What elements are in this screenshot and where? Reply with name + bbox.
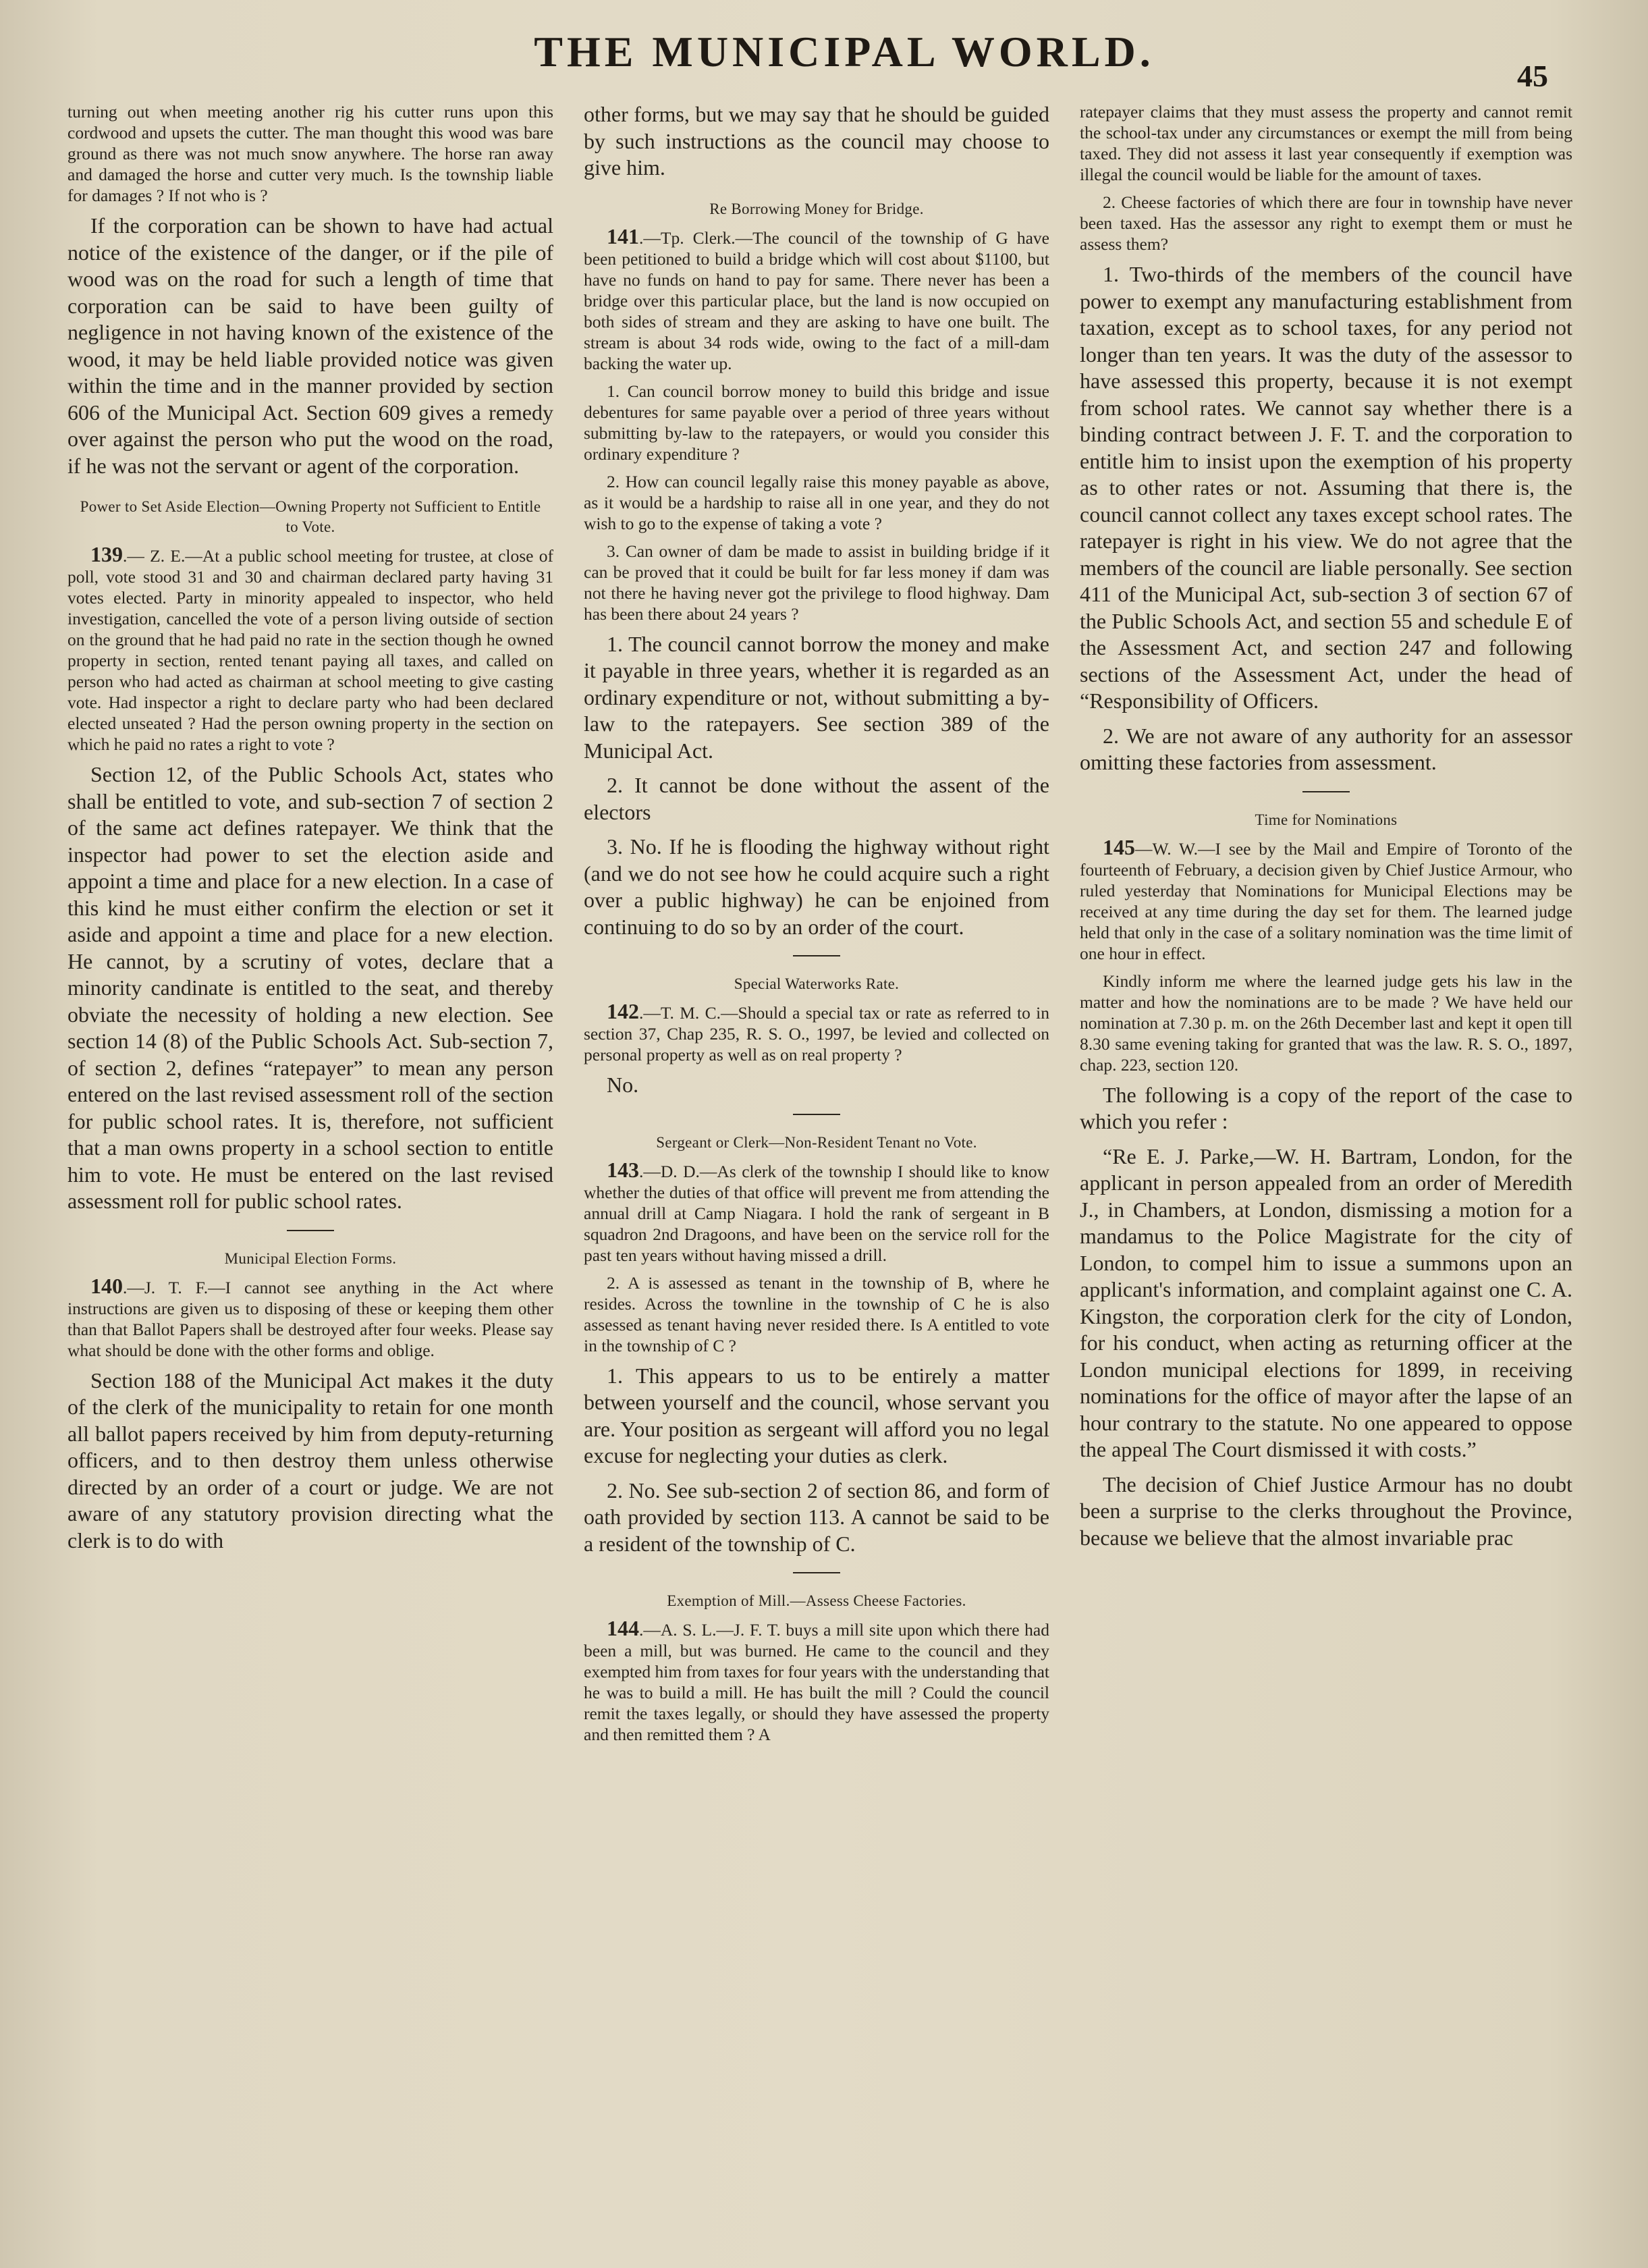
question-text: .—D. D.—As clerk of the township I should like to know whether the duties of that office will prevent me from attending the annual drill at Camp Niagara. I hold the rank of sergeant in B squadron 2nd Dragoons, and have been on the service roll for the past ten years without having missed a drill. bbox=[584, 1161, 1049, 1265]
question-number: 143 bbox=[607, 1157, 639, 1182]
answer-138: If the corporation can be shown to have had actual notice of the existence of the danger, or if the pile of wood was on the road for such a length of time that corporation can be said to have been guilty of negligence in not having known of the existence of the wood, it may be held liable provided notice was given within the time and in the manner provided by section 606 of the Municipal Act. Section 609 gives a remedy over against the person who put the wood on the road, if he was not the servant or agent of the corporation. bbox=[67, 213, 553, 478]
answer-140: Section 188 of the Municipal Act makes it the duty of the clerk of the municipality to retain for one month all ballot papers received by him from deputy-returning officers, and to then destroy them unless otherwise directed by an order of a court or judge. We are not aware of any statutory provision directing what the clerk is to do with bbox=[67, 1368, 553, 1552]
question-145-part-2: Kindly inform me where the learned judge gets his law in the matter and how the nominations are to be made ? We have held our nomination at 7.30 p. m. on the 26th December last and kept it open till 8.30 same evening taking for granted that was the law. R. S. O., 1897, chap. 223, section 120. bbox=[1080, 971, 1572, 1075]
question-text: .—T. M. C.—Should a special tax or rate as referred to in section 37, Chap 235, R. S. O., 1997, be levied and collected on personal property as well as on real property ? bbox=[584, 1003, 1049, 1064]
heading-140: Municipal Election Forms. bbox=[224, 1249, 397, 1267]
question-number: 145 bbox=[1103, 834, 1135, 859]
section-divider bbox=[287, 1230, 334, 1231]
question-144-part-2: 2. Cheese factories of which there are four in township have never been taxed. Has the assessor any right to exempt them or must he assess them? bbox=[1080, 192, 1572, 254]
answer-143-part-1: 1. This appears to us to be entirely a matter between yourself and the council, whose servant you are. Your position as sergeant will afford you no legal excuse for neglecting your duties as clerk. bbox=[584, 1363, 1049, 1467]
answer-143-part-2: 2. No. See sub-section 2 of section 86, and form of oath provided by section 113. A cannot be said to be a resident of the township of C. bbox=[584, 1478, 1049, 1556]
question-number: 141 bbox=[607, 223, 639, 248]
question-139 bbox=[67, 544, 553, 755]
page-number: 45 bbox=[1517, 59, 1548, 93]
masthead bbox=[0, 27, 1648, 93]
question-141-part-2: 2. How can council legally raise this money payable as above, as it would be a hardship to raise all in one year, and they do not wish to go to the expense of taking a vote ? bbox=[584, 471, 1049, 533]
heading-141: Re Borrowing Money for Bridge. bbox=[709, 200, 924, 217]
question-145 bbox=[1080, 834, 1572, 964]
question-141 bbox=[584, 223, 1049, 374]
question-140 bbox=[67, 1273, 553, 1361]
heading-139: Power to Set Aside Election—Owning Property not Sufficient to Entitle to Vote. bbox=[80, 498, 541, 535]
question-text: .—Tp. Clerk.—The council of the township of G have been petitioned to build a bridge which will cost about $1100, but have no funds on hand to pay for same. There never has been a bridge over this particular place, but the land is now occupied on both sides of stream and they are asking to have one built. The stream is about 34 rods wide, owing to the fact of a mill-dam backing the water up. bbox=[584, 227, 1049, 373]
column-2 bbox=[584, 101, 1049, 2234]
question-138-continued: turning out when meeting another rig his cutter runs upon this cordwood and upsets the cutter. The man thought this wood was bare ground as there was not much snow anywhere. The horse ran away and damaged the horse and cutter very much. Is the township liable for damages ? If not who is ? bbox=[67, 102, 553, 205]
answer-140-continued: other forms, but we may say that he should be guided by such instructions as the council may choose to give him. bbox=[584, 102, 1049, 180]
column-1 bbox=[67, 101, 553, 2234]
question-number: 140 bbox=[90, 1273, 123, 1298]
question-144 bbox=[584, 1618, 1049, 1745]
question-text: .—J. T. F.—I cannot see anything in the Act where instructions are given us to disposing of these or keeping them other than that Ballot Papers shall be destroyed after four weeks. Please say what should be done with the other forms and oblige. bbox=[67, 1277, 553, 1360]
answer-145-commentary: The decision of Chief Justice Armour has no doubt been a surprise to the clerks throughout the Province, because we believe that the almost invariable prac bbox=[1080, 1472, 1572, 1550]
heading-143: Sergeant or Clerk—Non-Resident Tenant no Vote. bbox=[656, 1133, 977, 1151]
answer-142: No. bbox=[607, 1073, 639, 1097]
question-142 bbox=[584, 1001, 1049, 1065]
question-text: .— Z. E.—At a public school meeting for trustee, at close of poll, vote stood 31 and 30 and chairman declared party having 31 votes elected. Party in minority appealed to inspector, who held investigation, cancelled the vote of a person living outside of section on the ground that he had paid no rate in the section though he owned property in section, rented tenant paying all taxes, and called on person who had acted as chairman at school meeting to give casting vote. Had inspector a right to declare party who had been declared elected unseated ? Had the person owning property in the section on which he paid no rates a right to vote ? bbox=[67, 546, 553, 754]
question-number: 144 bbox=[607, 1616, 639, 1640]
answer-144-part-2: 2. We are not aware of any authority for an assessor omitting these factories from assessment. bbox=[1080, 723, 1572, 774]
section-divider bbox=[793, 1114, 840, 1115]
column-3 bbox=[1080, 101, 1572, 2234]
answer-144-part-1: 1. Two-thirds of the members of the council have power to exempt any manufacturing establishment from taxation, except as to school taxes, for any period not longer than ten years. It was the duty of the assessor to have assessed this property, because it is not exempt from school rates. We cannot say whether there is a binding contract between J. F. T. and the corporation to entitle him to insist upon the exemption of his property as to other rates or not. Assuming that there is, the council cannot collect any taxes except school rates. The ratepayer is right in his view. We do not agree that the members of the council are liable personally. See section 411 of the Municipal Act, sub-section 3 of section 67 of the Public Schools Act, and section 55 and schedule E of the Assessment Act, and section 247 and following sections of the Assessment Act, under the head of “Responsibility of Officers. bbox=[1080, 262, 1572, 713]
answer-141-part-1: 1. The council cannot borrow the money and make it payable in three years, whether it is regarded as an ordinary expenditure or not, without submitting a by-law to the ratepayers. See section 389 of the Municipal Act. bbox=[584, 631, 1049, 763]
question-number: 142 bbox=[607, 999, 639, 1023]
section-divider bbox=[1302, 791, 1350, 792]
publication-title: THE MUNICIPAL WORLD. bbox=[534, 28, 1155, 76]
question-144-continued: ratepayer claims that they must assess the property and cannot remit the school-tax under any circumstances or exempt the mill from being taxed. They did not assess it last year consequently if exemption was illegal the council would be liable for the amount of taxes. bbox=[1080, 102, 1572, 184]
answer-145-intro: The following is a copy of the report of the case to which you refer : bbox=[1080, 1082, 1572, 1133]
heading-145: Time for Nominations bbox=[1255, 811, 1398, 828]
answer-141-part-3: 3. No. If he is flooding the highway without right (and we do not see how he could acquire such a right over a public highway) he can be enjoined from continuing to do so by an order of the court. bbox=[584, 834, 1049, 939]
question-text: —W. W.—I see by the Mail and Empire of Toronto of the fourteenth of February, a decision given by Chief Justice Armour, who ruled yesterday that Nominations for Municipal Elections may be received at any time during the day set for them. The learned judge held that only in the case of a solitary nomination was the time limit of one hour in effect. bbox=[1080, 838, 1572, 963]
question-text: .—A. S. L.—J. F. T. buys a mill site upon which there had been a mill, but was burned. He came to the council and they exempted him from taxes for four years with the understanding that he was to build a mill. He has built the mill ? Could the council remit the taxes legally, or should they have assessed the property and then remitted them ? A bbox=[584, 1620, 1049, 1744]
question-number: 139 bbox=[90, 542, 123, 566]
section-divider bbox=[793, 1572, 840, 1573]
section-divider bbox=[793, 955, 840, 956]
question-141-part-1: 1. Can council borrow money to build this bridge and issue debentures for same payable over a period of three years without submitting by-law to the ratepayers, or would you consider this ordinary expenditure ? bbox=[584, 381, 1049, 464]
question-141-part-3: 3. Can owner of dam be made to assist in building bridge if it can be proved that it could be built for far less money if dam was not there he having never got the privilege to flood highway. Dam has been there about 24 years ? bbox=[584, 541, 1049, 624]
question-143 bbox=[584, 1157, 1049, 1266]
heading-144: Exemption of Mill.—Assess Cheese Factories. bbox=[667, 1592, 966, 1609]
answer-139: Section 12, of the Public Schools Act, states who shall be entitled to vote, and sub-section 7 of section 2 of the same act defines ratepayer. We think that the inspector had power to set the election aside and appoint a time and place for a new election. In a case of this kind he must either confirm the election or set it aside and appoint a time and place for a new election. He cannot, by a scrutiny of votes, declare that a minority candinate is entitled to the seat, and thereby obviate the necessity of holding a new election. See section 14 (8) of the Public Schools Act. Sub-section 7, of section 2, defines “ratepayer” to mean any person entered on the last revised assessment roll of the section for public school rates. It is, therefore, not sufficient that a man owns property in a school section to entitle him to vote. He must be entered on the last revised assessment roll for public school rates. bbox=[67, 762, 553, 1213]
heading-142: Special Waterworks Rate. bbox=[734, 975, 900, 992]
answer-145-quoted-report: “Re E. J. Parke,—W. H. Bartram, London, for the applicant in person appealed from an order of Meredith J., in Chambers, at London, dismissing a motion for a mandamus to the Police Magistrate for the city of London, to compel him to issue a summons upon an applicant's information, and complaint against one C. A. Kingston, the corporation clerk for the city of London, for his conduct, when acting as returning officer at the London municipal elections for 1899, in receiving nominations for the office of mayor after the lapse of an hour contrary to the statute. No one appeared to oppose the appeal The Court dismissed it with costs.” bbox=[1080, 1143, 1572, 1461]
answer-141-part-2: 2. It cannot be done without the assent of the electors bbox=[584, 773, 1049, 824]
question-143-part-2: 2. A is assessed as tenant in the township of B, where he resides. Across the townline in the township of C he is also assessed as tenant having never resided there. Is A entitled to vote in the township of C ? bbox=[584, 1272, 1049, 1355]
